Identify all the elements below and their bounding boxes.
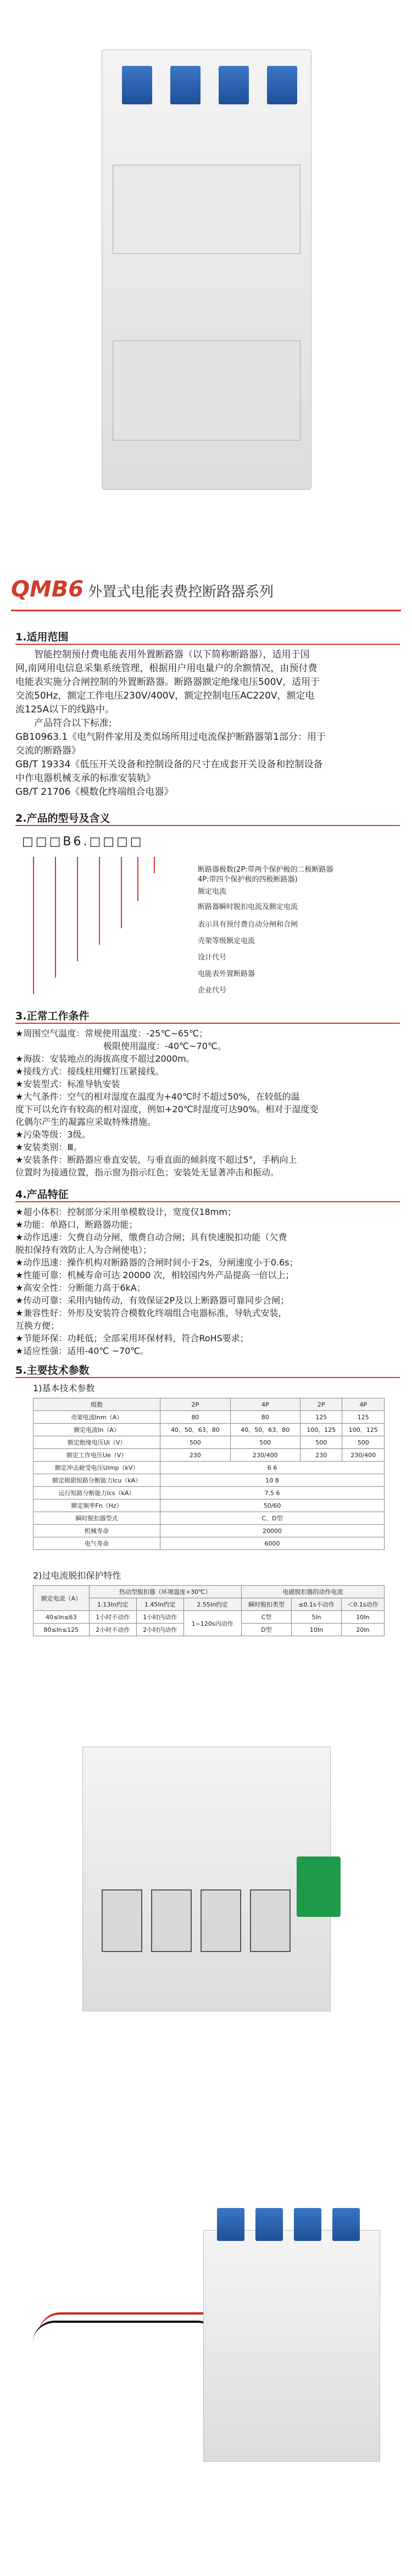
sec4-line-7: ★传动可靠：采用内轴传动，有效保证2P及以上断路器可靠同步合闸；	[15, 1295, 289, 1306]
sec4-line-8: ★兼容性好：外形及安装符合模数化终端组合电器标准，导轨式安装，	[15, 1308, 287, 1318]
table-cell: C、D型	[160, 1512, 385, 1525]
table-row	[34, 1512, 385, 1525]
diagram-vline	[121, 857, 122, 928]
table-cell: 额定电流（A）	[34, 1586, 90, 1611]
product-photo-front	[0, 1659, 412, 2093]
table-cell: 20000	[160, 1525, 385, 1537]
table-cell: 额定工作电压Ue（V）	[34, 1449, 160, 1462]
breaker-body	[82, 1747, 331, 2011]
sec3-line-0: ★周围空气温度：常规使用温度：-25℃~65℃；	[15, 1028, 208, 1039]
sec3-heading: 3.正常工作条件	[15, 1010, 90, 1022]
table-cell: ≤0.1s不动作	[292, 1598, 342, 1611]
table-row	[34, 1398, 385, 1411]
diagram-vline	[154, 857, 155, 873]
diagram-label: 表示具有预付费自动分闸和合闸	[198, 921, 298, 929]
table-cell: 额定绝缘电压Ui（V）	[34, 1436, 160, 1449]
table-cell: 500	[300, 1436, 342, 1449]
breaker-handle	[170, 66, 201, 104]
sec5-heading: 5.主要技术参数	[15, 1364, 90, 1376]
table-cell: 20In	[341, 1624, 384, 1636]
model-code: □□□B6.□□□□	[22, 835, 144, 849]
sec4-line-6: ★高安全性：分断能力高于6kA；	[15, 1283, 146, 1293]
table-cell: 额定冲击耐受电压Uimp（kV）	[34, 1462, 160, 1474]
table-cell: 10In	[341, 1611, 384, 1624]
breaker-body	[203, 2230, 380, 2462]
table-cell: 1~120s内动作	[183, 1611, 241, 1636]
diagram-label: 企业代号	[198, 986, 227, 995]
table-row	[34, 1586, 385, 1598]
sec4-line-5: ★性能可靠：机械寿命可达 20000 次，相较国内外产品提高一倍以上；	[15, 1270, 294, 1280]
sec3-line-5: ★大气条件：空气的相对湿度在温度为+40℃时不超过50%，在较低的温	[15, 1091, 300, 1102]
table-cell: 电气寿命	[34, 1537, 160, 1550]
breaker-handle	[217, 2208, 244, 2241]
table-cell: 机械寿命	[34, 1525, 160, 1537]
sec2-heading: 2.产品的型号及含义	[15, 812, 110, 824]
breaker-handle	[294, 2208, 321, 2241]
table-cell: 10In	[292, 1624, 342, 1636]
table-row	[34, 1436, 385, 1449]
table-cell: D型	[241, 1624, 291, 1636]
table-cell: 7.5 6	[160, 1487, 385, 1499]
table-cell: 230/400	[230, 1449, 300, 1462]
sec4-line-3: 脱扣保持有效防止人为合闸使电）；	[15, 1245, 152, 1255]
table-cell: 1.13In约定	[89, 1598, 136, 1611]
sec1-line	[15, 644, 400, 645]
sec4-line-11: ★适应性强：适用-40℃ ~70℃。	[15, 1346, 149, 1356]
sec1-line-3: 交流50Hz，额定工作电压230V/400V，额定控制电压AC220V，额定电	[15, 690, 315, 701]
sec4-line-0: ★超小体积：控制部分采用单模数设计，宽度仅18mm；	[15, 1207, 236, 1217]
breaker-handle	[332, 2208, 360, 2241]
breaker-window	[102, 1889, 142, 1952]
table-cell: ＜0.1s动作	[341, 1598, 384, 1611]
table-cell: 6000	[160, 1537, 385, 1550]
control-wire	[33, 2321, 220, 2356]
sec4-line-9: 互换方便；	[15, 1320, 60, 1331]
breaker-label-panel	[113, 165, 300, 254]
sec1-line-5: 产品符合以下标准:	[34, 718, 112, 729]
sec3-line-9: ★安装类别：Ⅲ。	[15, 1142, 82, 1152]
table-cell: 80≤In≤125	[34, 1624, 90, 1636]
diagram-vline	[55, 857, 56, 978]
table-cell: 125	[300, 1411, 342, 1424]
diagram-vline	[137, 857, 138, 901]
breaker-handle	[267, 66, 297, 104]
product-photo-angle	[0, 2093, 412, 2576]
table-row	[34, 1424, 385, 1436]
sec3-line-4: ★安装型式：标准导轨安装	[15, 1079, 120, 1089]
table-row	[34, 1462, 385, 1474]
sec3-line-2: ★海拔：安装地点的海拔高度不超过2000m。	[15, 1053, 195, 1064]
table-cell: 级数	[34, 1398, 160, 1411]
sec3-line-1: 极限使用温度：-40℃~70℃。	[103, 1041, 226, 1051]
breaker-handle	[219, 66, 249, 104]
sec3-line	[15, 1023, 400, 1024]
product-photo-top	[0, 0, 412, 560]
sec3-line-8: ★污染等级：3级。	[15, 1129, 91, 1140]
sec1-line-2: 电能表实施分合闸控制的外置断路器。断路器额定绝缘电压500V，适用于	[15, 677, 320, 688]
table-row	[34, 1537, 385, 1550]
sec3-line-7: 化偶尔产生的凝露应采取特殊措施。	[15, 1117, 157, 1127]
diagram-label: 设计代号	[198, 954, 227, 962]
table-cell: 40≤In≤63	[34, 1611, 90, 1624]
table-cell: 2P	[160, 1398, 230, 1411]
sec1-line-1: 网,南网用电信息采集系统管理，根据用户用电量户的余额情况，由预付费	[15, 663, 318, 674]
sec1-line-4: 流125A以下的线路中。	[15, 704, 115, 715]
table-cell: 10 8	[160, 1474, 385, 1487]
sec4-line-2: ★动作迅速：欠费自动分闸，缴费自动合闸；具有快速脱扣功能（欠费	[15, 1232, 287, 1242]
basic-params-table	[33, 1398, 385, 1550]
table-cell: 1小时内动作	[136, 1611, 183, 1624]
table-cell: 125	[342, 1411, 385, 1424]
table-cell: 40、50、63、80	[160, 1424, 230, 1436]
trip-characteristics-table	[33, 1585, 385, 1636]
table-row	[34, 1499, 385, 1512]
table-row	[34, 1449, 385, 1462]
table-cell: 80	[230, 1411, 300, 1424]
sec3-line-6: 度下可以允许有较高的相对湿度，例如+20℃时湿度可达90%。相对于湿度变	[15, 1104, 319, 1114]
table-cell: 4P	[342, 1398, 385, 1411]
sec5-line	[15, 1377, 400, 1378]
breaker-handle	[255, 2208, 283, 2241]
table-row	[34, 1525, 385, 1537]
breaker-window	[201, 1889, 241, 1952]
table-cell: 40、50、63、80	[230, 1424, 300, 1436]
table-cell: 瞬时脱扣器型式	[34, 1512, 160, 1525]
table-cell: C型	[241, 1611, 291, 1624]
sec1-line-8: GB/T 19334《低压开关设备和控制设备的尺寸在成套开关设备和控制设备	[15, 759, 323, 770]
sec2-line	[15, 825, 400, 826]
table-cell: 壳架电流Inm（A）	[34, 1411, 160, 1424]
table-cell: 500	[160, 1436, 230, 1449]
table1-title: 1)基本技术参数	[33, 1383, 95, 1393]
diagram-label: 额定电流	[198, 888, 227, 896]
diagram-label: 断路器瞬时脱扣电流及额定电流	[198, 903, 298, 911]
table-cell: 230	[300, 1449, 342, 1462]
table-cell: 2小时不动作	[89, 1624, 136, 1636]
table-cell: 额定电流In（A）	[34, 1424, 160, 1436]
table-cell: 80	[160, 1411, 230, 1424]
table-cell: 运行短路分断能力Ics（kA）	[34, 1487, 160, 1499]
sec4-heading: 4.产品特征	[15, 1189, 69, 1201]
diagram-label: 断路器极数(2P:带两个保护极的二极断路器	[198, 866, 333, 874]
table-cell: 2.55In约定	[183, 1598, 241, 1611]
table-cell: 额定极限短路分断能力Icu（kA）	[34, 1474, 160, 1487]
sec1-line-10: GB/T 21706《模数化终端组合电器》	[15, 787, 174, 798]
table2-title: 2)过电流脱扣保护特性	[33, 1570, 121, 1581]
table-cell: 4P	[230, 1398, 300, 1411]
sec3-line-11: 位置时为接通位置，指示窗为指示红色；安装处无显著冲击和振动。	[15, 1167, 280, 1178]
table-cell: 230	[160, 1449, 230, 1462]
sec4-line-10: ★节能环保：功耗低；全部采用环保材料，符合RoHS要求；	[15, 1333, 249, 1343]
sec4-line-4: ★动作迅速：操作机构对断路器的合闸时间小于2s，分闸速度小于0.6s；	[15, 1257, 298, 1268]
sec1-line-9: 中作电器机械支承的标准安装轨》	[15, 773, 155, 784]
diagram-hline	[33, 857, 34, 994]
table-cell: 230/400	[342, 1449, 385, 1462]
product-title	[11, 577, 274, 602]
breaker-terminal-block	[297, 1856, 341, 1917]
table-cell: 5In	[292, 1611, 342, 1624]
table-cell: 100、125	[342, 1424, 385, 1436]
sec3-body	[15, 1027, 394, 1179]
table-row	[34, 1474, 385, 1487]
sec1-body	[15, 648, 394, 799]
table-cell: 50/60	[160, 1499, 385, 1512]
sec4-line-1: ★功能：单路口，断路器功能；	[15, 1219, 138, 1230]
breaker-window	[250, 1889, 291, 1952]
diagram-label: 壳架等级额定电流	[198, 937, 255, 945]
sec4-line	[15, 1201, 400, 1202]
table-row	[34, 1611, 385, 1624]
table-cell: 额定频率Fn（Hz）	[34, 1499, 160, 1512]
table-cell: 瞬时脱扣类型	[241, 1598, 291, 1611]
title-divider	[11, 610, 401, 611]
sec1-line-0: 智能控制预付费电能表用外置断路器（以下简称断路器），适用于国	[34, 649, 310, 660]
product-subtitle: 外置式电能表费控断路器系列	[88, 584, 274, 600]
diagram-vline	[77, 857, 78, 961]
table-cell: 1.45In约定	[136, 1598, 183, 1611]
table-cell: 1小时不动作	[89, 1611, 136, 1624]
product-logo: QMB6	[11, 577, 84, 602]
table-cell: 100、125	[300, 1424, 342, 1436]
table-cell: 2P	[300, 1398, 342, 1411]
diagram-label: 电能表外置断路器	[198, 970, 255, 978]
sec1-line-6: GB10963.1《电气附件家用及类似场所用过电流保护断路器第1部分：用于	[15, 732, 326, 743]
table-cell: 500	[230, 1436, 300, 1449]
sec3-line-10: ★安装条件：断路器应垂直安装，与垂直面的倾斜度不超过5°，手柄向上	[15, 1155, 297, 1165]
breaker-handle	[122, 66, 152, 104]
diagram-label: 4P:带四个保护极的四极断路器)	[198, 876, 298, 884]
table-cell: 6 6	[160, 1462, 385, 1474]
table-cell: 500	[342, 1436, 385, 1449]
breaker-window	[151, 1889, 192, 1952]
table-cell: 电磁脱扣器的动作电流	[241, 1586, 384, 1598]
sec1-line-7: 交流的断路器》	[15, 745, 81, 756]
table-row	[34, 1411, 385, 1424]
sec1-heading: 1.适用范围	[15, 631, 69, 643]
table-row	[34, 1487, 385, 1499]
sec4-body	[15, 1206, 394, 1357]
breaker-bottom-panel	[113, 341, 300, 441]
diagram-vline	[99, 857, 100, 945]
sec3-line-3: ★接线方式：接线柱用螺钉压紧接线。	[15, 1066, 164, 1077]
table-cell: 2小时内动作	[136, 1624, 183, 1636]
table-cell: 热动型脱扣器（环境温度+30℃）	[89, 1586, 241, 1598]
